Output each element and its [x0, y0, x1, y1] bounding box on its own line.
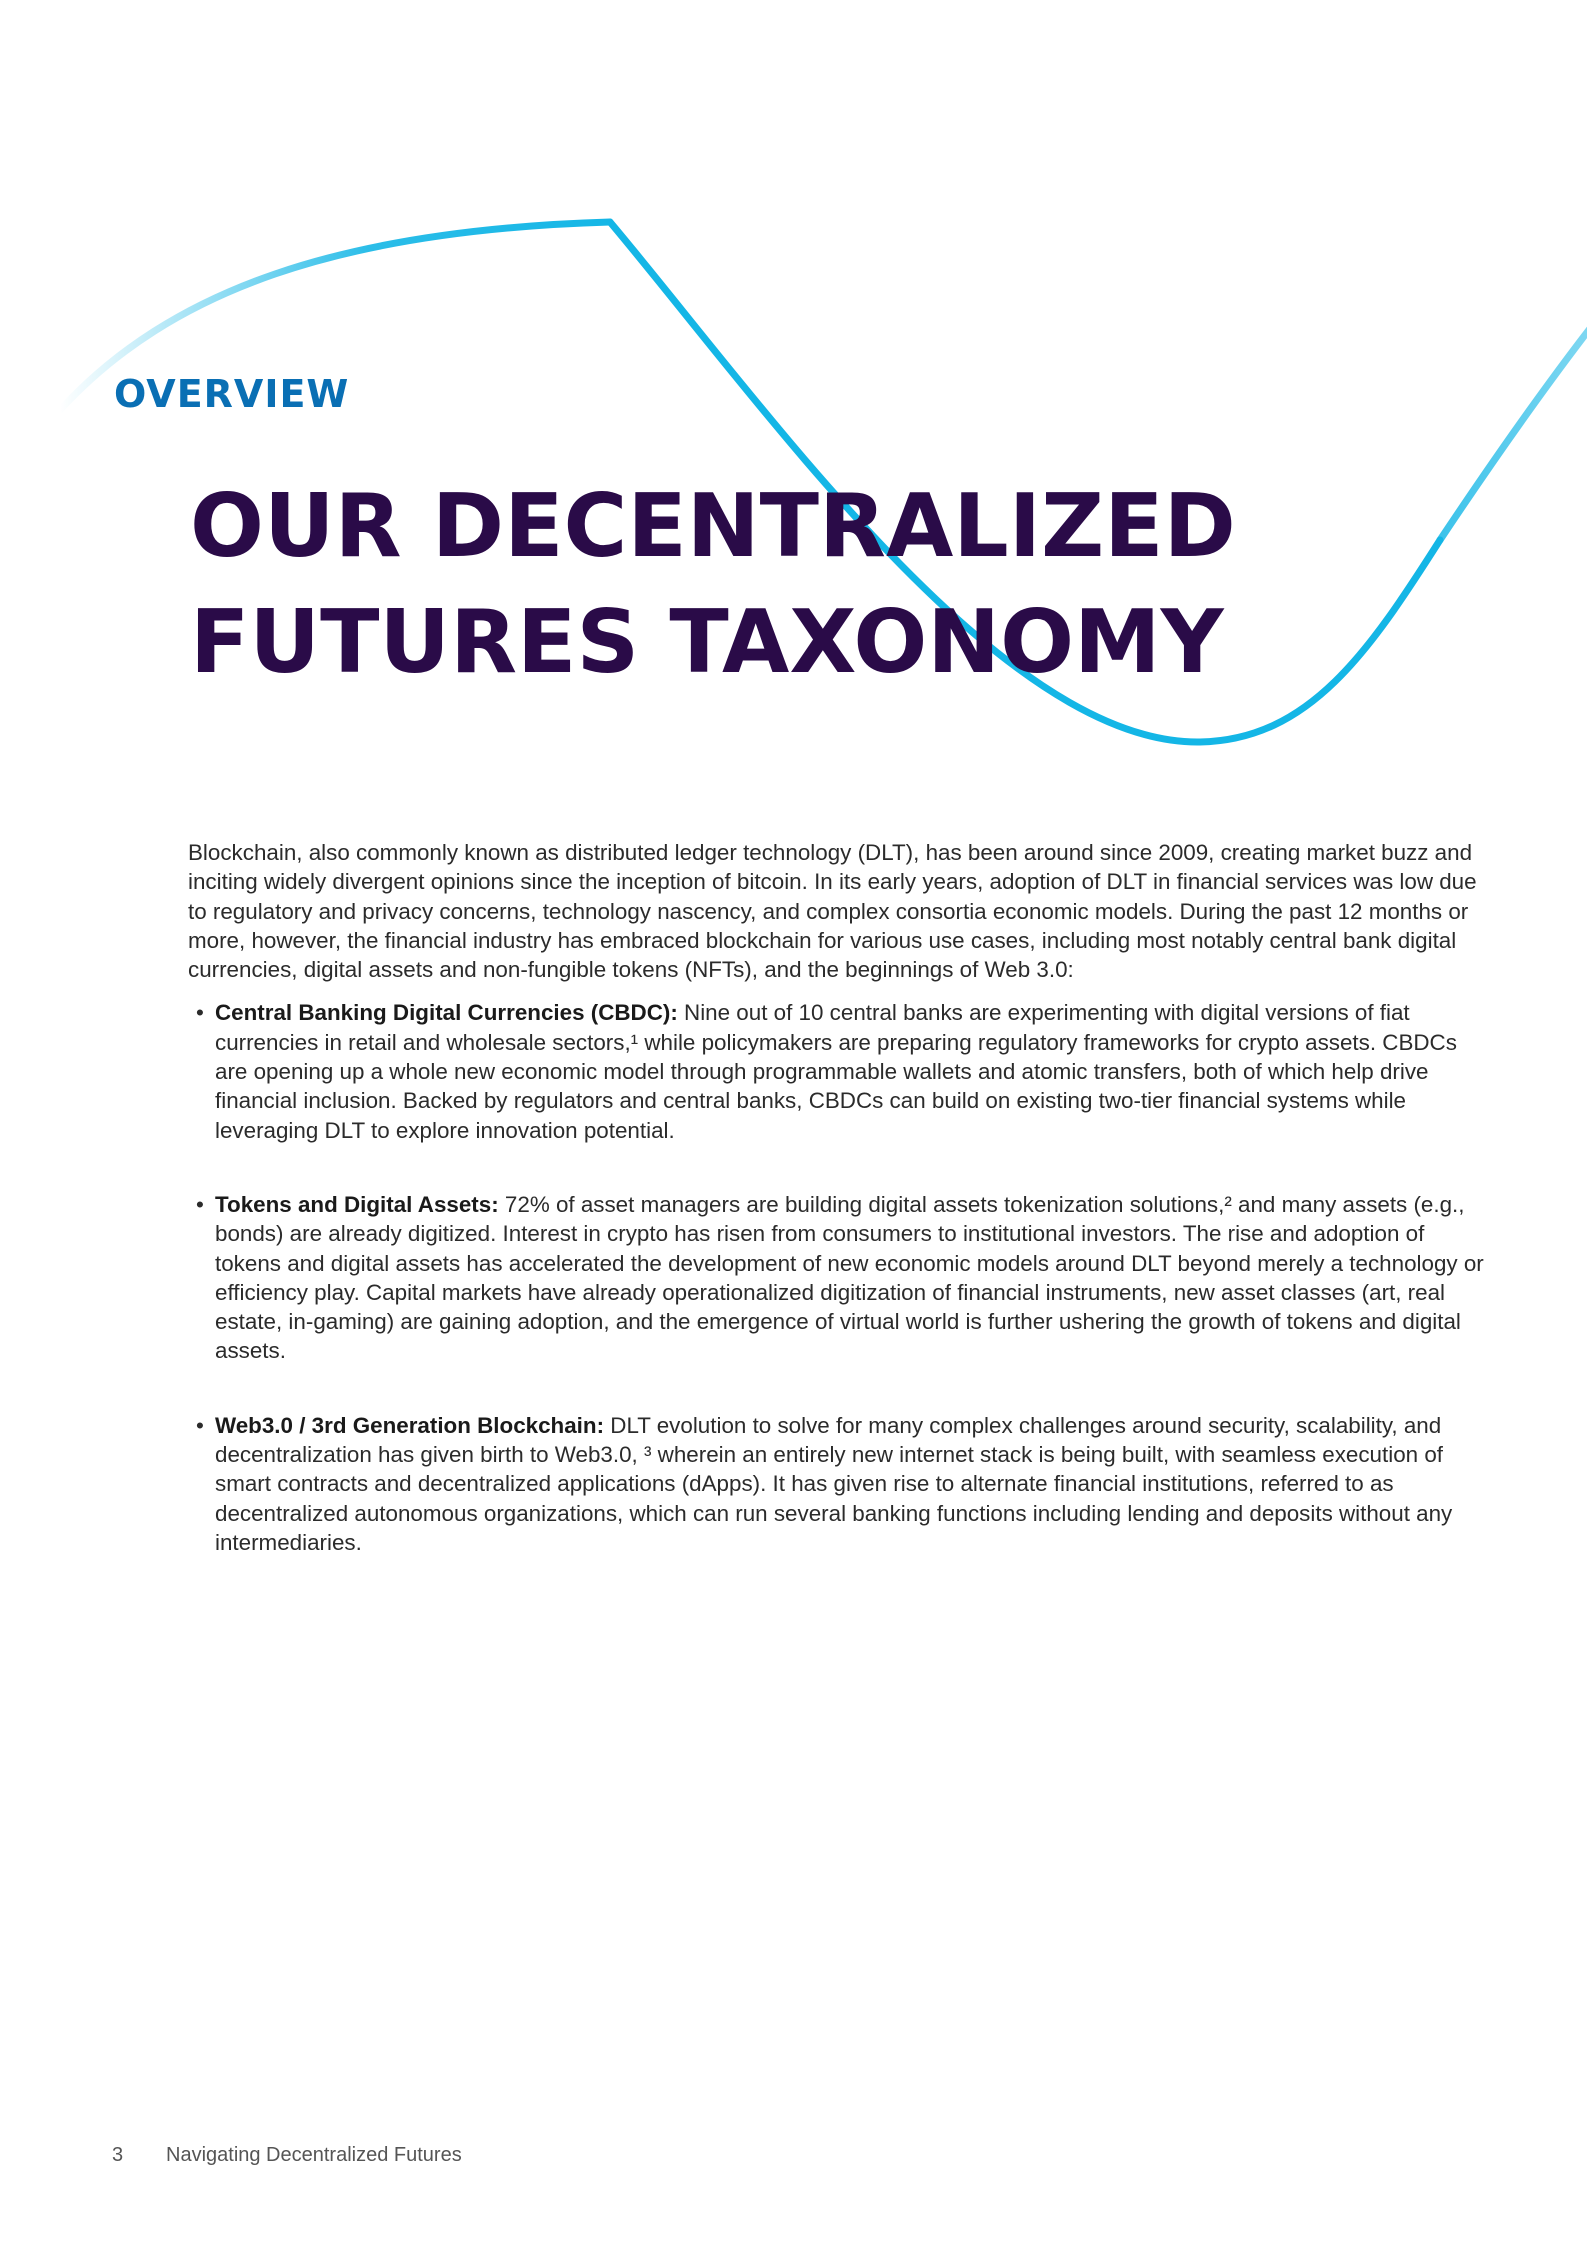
bullet-text: DLT evolution to solve for many complex challenges around security, scalability, and decentralization has given birth to Web3.0, ³ wherein an entirely new internet stack is being built, with seamless execution of smart contracts and decentralized applications (dApps). It has given rise to alternate financial institutions, referred to as decentralized autonomous organizations, which can run several banking functions including lending and deposits without any intermediaries.	[215, 1412, 1453, 1555]
page-title	[190, 468, 1236, 700]
page-number: 3	[112, 2144, 124, 2166]
bullet-item-tokens	[188, 1190, 1488, 1366]
bullet-icon: •	[196, 1412, 204, 1438]
page-footer	[112, 2144, 462, 2167]
intro-paragraph: Blockchain, also commonly known as distributed ledger technology (DLT), has been around since 2009, creating market buzz and inciting widely divergent opinions since the inception of bitcoin. In its early years, adoption of DLT in financial services was low due to regulatory and privacy concerns, technology nascency, and complex consortia economic models. During the past 12 months or more, however, the financial industry has embraced blockchain for various use cases, including most notably central bank digital currencies, digital assets and non-fungible tokens (NFTs), and the beginnings of Web 3.0:	[188, 840, 1477, 983]
bullet-text: Nine out of 10 central banks are experimenting with digital versions of fiat currencies in retail and wholesale sectors,¹ while policymakers are preparing regulatory frameworks for crypto assets. CBDCs are opening up a whole new economic model through programmable wallets and atomic transfers, both of which help drive financial inclusion. Backed by regulators and central banks, CBDCs can build on existing two-tier financial systems while leveraging DLT to explore innovation potential.	[215, 1000, 1457, 1143]
bullet-item-cbdc	[188, 998, 1488, 1144]
body-copy	[188, 838, 1488, 1602]
footer-doc-title: Navigating Decentralized Futures	[166, 2144, 462, 2166]
bullet-icon: •	[196, 1191, 204, 1217]
bullet-title: Tokens and Digital Assets:	[215, 1191, 499, 1217]
bullet-item-web3	[188, 1411, 1488, 1557]
section-label: OVERVIEW	[114, 372, 350, 416]
bullet-icon: •	[196, 1000, 204, 1026]
page-title-line-1: OUR DECENTRALIZED	[190, 475, 1236, 577]
bullet-list	[188, 998, 1488, 1557]
bullet-text: 72% of asset managers are building digital assets tokenization solutions,² and many assets (e.g., bonds) are already digitized. Interest in crypto has risen from consumers to institutional investors. The rise and adoption of tokens and digital assets has accelerated the development of new economic models around DLT beyond merely a technology or efficiency play. Capital markets have already operationalized digitization of financial instruments, new asset classes (art, real estate, in-gaming) are gaining adoption, and the emergence of virtual world is further ushering the growth of tokens and digital assets.	[215, 1191, 1484, 1364]
bullet-title: Web3.0 / 3rd Generation Blockchain:	[215, 1412, 605, 1438]
page-title-line-2: FUTURES TAXONOMY	[190, 591, 1224, 693]
bullet-title: Central Banking Digital Currencies (CBDC):	[215, 1000, 678, 1026]
